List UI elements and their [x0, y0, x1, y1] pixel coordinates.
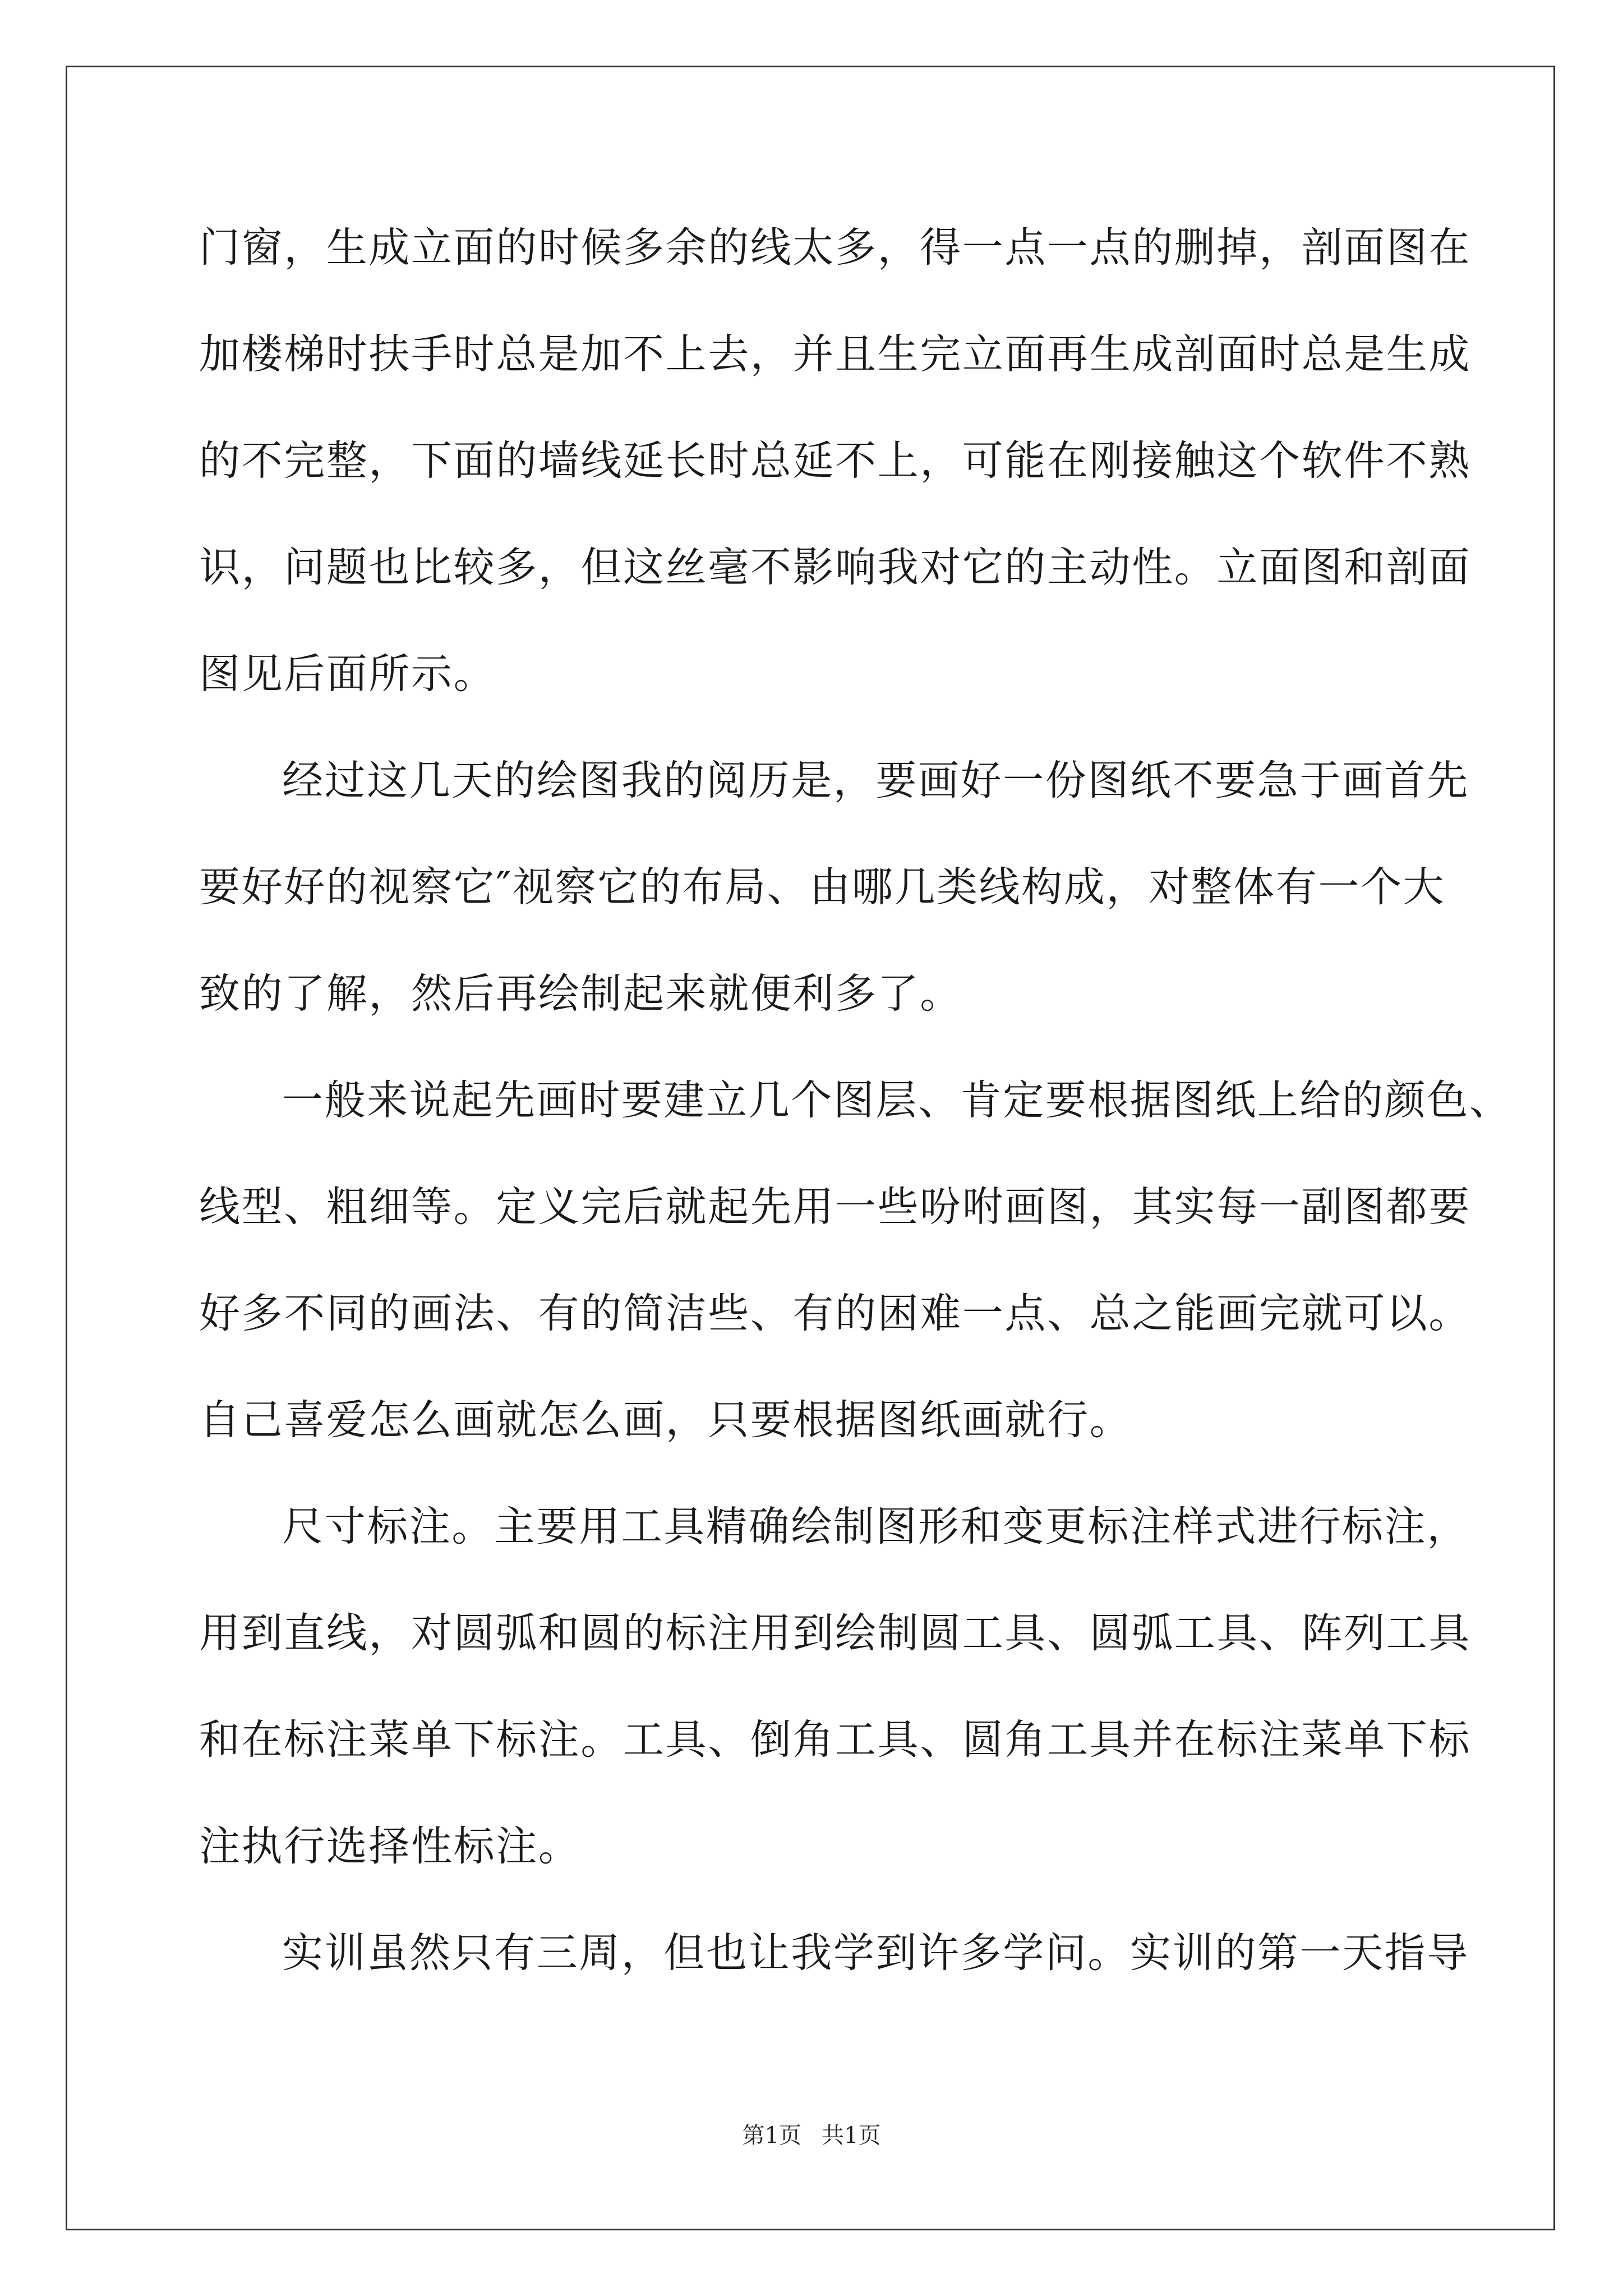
paragraph-line: 的不完整，下面的墙线延长时总延不上，可能在刚接触这个软件不熟 — [199, 437, 1471, 485]
paragraph-line: 线型、粗细等。定义完后就起先用一些吩咐画图，其实每一副图都要 — [199, 1183, 1471, 1231]
paragraph-line: 加楼梯时扶手时总是加不上去，并且生完立面再生成剖面时总是生成 — [199, 330, 1471, 378]
paragraph-line: 图见后面所示。 — [199, 650, 496, 698]
paragraph-line: 门窗，生成立面的时候多余的线太多，得一点一点的删掉，剖面图在 — [199, 224, 1471, 272]
paragraph-line: 一般来说起先画时要建立几个图层、肯定要根据图纸上给的颜色、 — [282, 1076, 1512, 1124]
paragraph-line: 用到直线，对圆弧和圆的标注用到绘制圆工具、圆弧工具、阵列工具 — [199, 1609, 1471, 1657]
paragraph-line: 尺寸标注。主要用工具精确绘制图形和变更标注样式进行标注， — [282, 1503, 1469, 1550]
page-number: 第1页 — [742, 2123, 801, 2148]
page-total: 共1页 — [822, 2123, 881, 2148]
paragraph-line: 注执行选择性标注。 — [199, 1823, 581, 1870]
paragraph-line: 致的了解，然后再绘制起来就便利多了。 — [199, 970, 962, 1018]
paragraph-line: 要好好的视察它″视察它的布局、由哪几类线构成，对整体有一个大 — [199, 863, 1446, 911]
paragraph-line: 识，问题也比较多，但这丝毫不影响我对它的主动性。立面图和剖面 — [199, 544, 1471, 591]
page-footer — [0, 2118, 1623, 2150]
paragraph-line: 实训虽然只有三周，但也让我学到许多学问。实训的第一天指导 — [282, 1929, 1469, 1977]
paragraph-line: 自己喜爱怎么画就怎么画，只要根据图纸画就行。 — [199, 1396, 1132, 1444]
page-border — [66, 66, 1555, 2230]
paragraph-line: 经过这几天的绘图我的阅历是，要画好一份图纸不要急于画首先 — [282, 757, 1469, 804]
paragraph-line: 和在标注菜单下标注。工具、倒角工具、圆角工具并在标注菜单下标 — [199, 1716, 1471, 1764]
paragraph-line: 好多不同的画法、有的简洁些、有的困难一点、总之能画完就可以。 — [199, 1290, 1471, 1337]
